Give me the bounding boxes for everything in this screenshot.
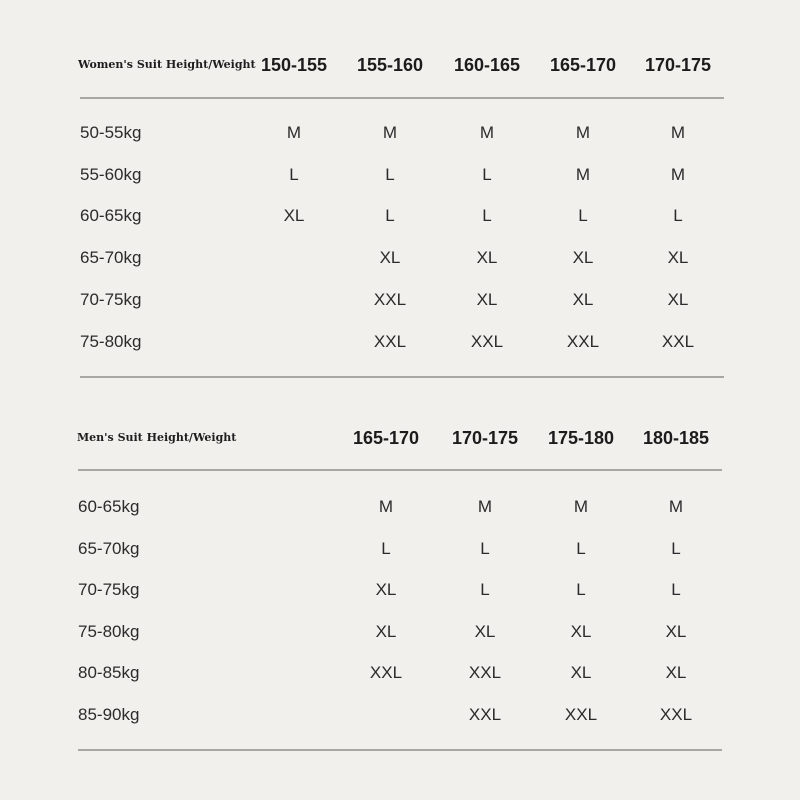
size-cell: L xyxy=(482,206,492,226)
size-cell: M xyxy=(670,123,686,142)
size-cell: XXL xyxy=(468,705,502,724)
women-table-title: Women's Suit Height/Weight xyxy=(78,58,256,71)
size-cell: L xyxy=(482,164,492,184)
size-cell: L xyxy=(480,580,490,600)
weight-label: 75-80kg xyxy=(78,621,140,641)
women-height-header-150-155: 150-155 xyxy=(260,55,328,75)
size-cell: XL xyxy=(375,580,397,600)
size-cell: L xyxy=(576,538,586,558)
weight-label: 85-90kg xyxy=(78,705,140,724)
table-row xyxy=(0,700,800,730)
table-row xyxy=(0,118,800,148)
size-cell: M xyxy=(479,123,495,142)
size-cell: M xyxy=(575,123,591,142)
women-height-header-160-165: 160-165 xyxy=(453,55,521,75)
size-cell: XL xyxy=(667,248,689,268)
table-row xyxy=(0,243,800,273)
men-height-header-165-170: 165-170 xyxy=(352,428,420,448)
size-cell: M xyxy=(670,164,686,184)
women-header-divider xyxy=(80,97,724,99)
women-height-header-155-160: 155-160 xyxy=(356,55,424,75)
table-row xyxy=(0,327,800,357)
size-cell: XXL xyxy=(468,663,502,683)
table-row xyxy=(0,201,800,231)
size-cell: XL xyxy=(665,621,687,641)
weight-label: 65-70kg xyxy=(78,538,140,558)
size-cell: XXL xyxy=(659,705,693,724)
weight-label: 75-80kg xyxy=(80,331,142,351)
size-cell: L xyxy=(381,538,391,558)
men-height-header-180-185: 180-185 xyxy=(642,428,710,448)
size-cell: M xyxy=(668,497,684,516)
table-row xyxy=(0,534,800,564)
men-height-header-175-180: 175-180 xyxy=(547,428,615,448)
women-table-header xyxy=(0,50,800,80)
size-cell: XXL xyxy=(470,331,504,351)
size-cell: XL xyxy=(665,663,687,683)
size-cell: M xyxy=(477,497,493,516)
size-cell: XL xyxy=(476,248,498,268)
table-row xyxy=(0,285,800,315)
size-cell: L xyxy=(480,538,490,558)
size-cell: XL xyxy=(476,289,498,309)
size-cell: L xyxy=(673,206,683,226)
women-bottom-divider xyxy=(80,376,724,378)
men-table-header xyxy=(0,423,800,453)
weight-label: 70-75kg xyxy=(80,289,142,309)
size-cell: M xyxy=(573,497,589,516)
size-cell: L xyxy=(578,206,588,226)
women-height-header-170-175: 170-175 xyxy=(644,55,712,75)
size-cell: L xyxy=(576,580,586,600)
table-row xyxy=(0,617,800,647)
men-table-title: Men's Suit Height/Weight xyxy=(77,431,237,444)
table-row xyxy=(0,658,800,688)
table-row xyxy=(0,492,800,522)
size-cell: XL xyxy=(667,289,689,309)
table-row xyxy=(0,575,800,605)
size-cell: L xyxy=(385,206,395,226)
size-cell: XL xyxy=(570,663,592,683)
weight-label: 55-60kg xyxy=(80,164,142,184)
size-cell: L xyxy=(385,164,395,184)
size-cell: M xyxy=(575,164,591,184)
size-cell: M xyxy=(378,497,394,516)
size-cell: XL xyxy=(283,206,305,226)
size-cell: XL xyxy=(379,248,401,268)
men-bottom-divider xyxy=(78,749,722,751)
size-cell: XXL xyxy=(661,331,695,351)
weight-label: 70-75kg xyxy=(78,580,140,600)
table-row xyxy=(0,160,800,190)
size-cell: XXL xyxy=(566,331,600,351)
size-cell: L xyxy=(671,538,681,558)
size-cell: L xyxy=(289,164,299,184)
weight-label: 65-70kg xyxy=(80,248,142,268)
size-cell: L xyxy=(671,580,681,600)
men-height-header-170-175: 170-175 xyxy=(451,428,519,448)
size-cell: XXL xyxy=(369,663,403,683)
size-cell: XXL xyxy=(564,705,598,724)
weight-label: 50-55kg xyxy=(80,123,142,142)
weight-label: 80-85kg xyxy=(78,663,140,683)
weight-label: 60-65kg xyxy=(78,497,140,516)
size-cell: M xyxy=(382,123,398,142)
women-height-header-165-170: 165-170 xyxy=(549,55,617,75)
size-cell: XXL xyxy=(373,331,407,351)
size-cell: XL xyxy=(570,621,592,641)
size-cell: XL xyxy=(474,621,496,641)
size-cell: XL xyxy=(572,248,594,268)
size-cell: XL xyxy=(375,621,397,641)
size-cell: XXL xyxy=(373,289,407,309)
size-cell: M xyxy=(286,123,302,142)
size-cell: XL xyxy=(572,289,594,309)
weight-label: 60-65kg xyxy=(80,206,142,226)
men-header-divider xyxy=(78,469,722,471)
